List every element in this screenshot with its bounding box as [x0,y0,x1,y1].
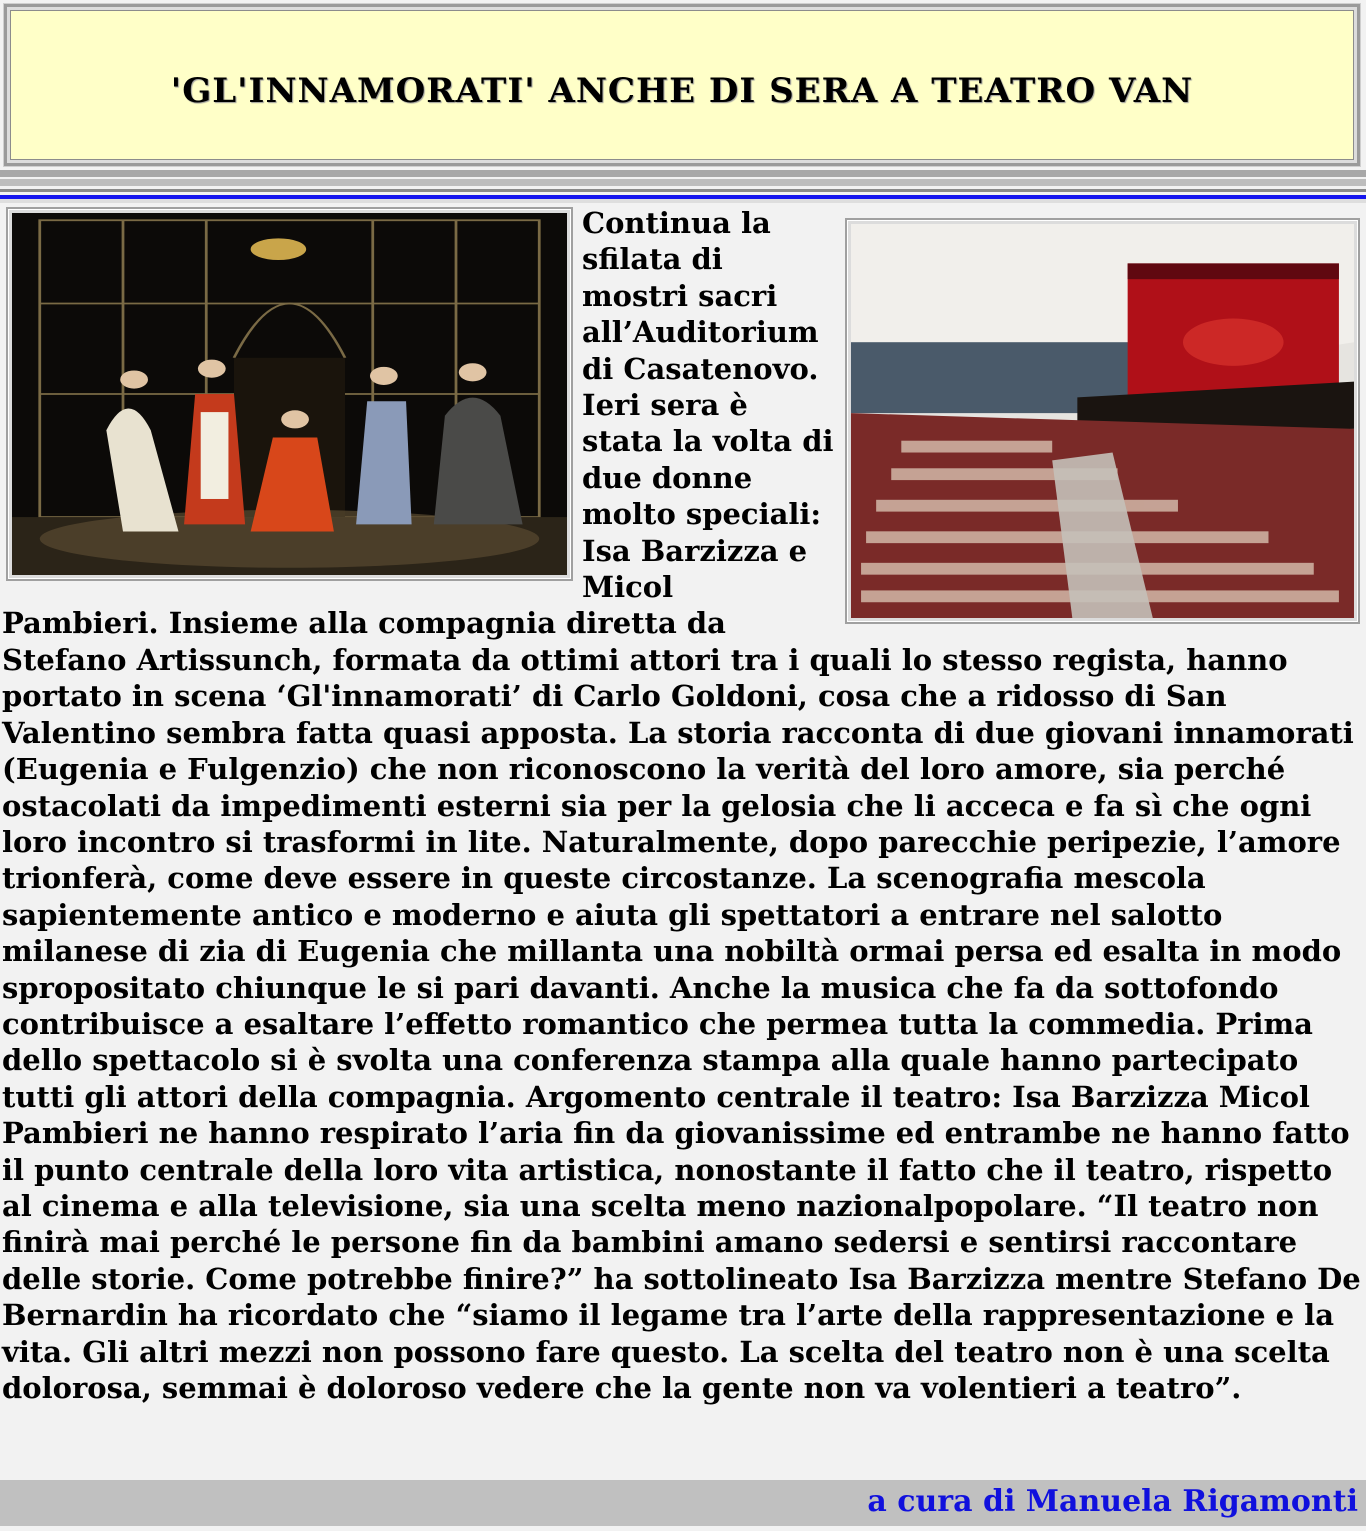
page-title: 'GL'INNAMORATI' ANCHE DI SERA A TEATRO VAN [170,71,1194,111]
divider [0,170,1366,177]
article [2,205,1364,1406]
byline-bar [0,1480,1366,1526]
auditorium-photo [845,218,1360,624]
divider [0,189,1366,192]
stage-photo [6,207,573,581]
byline: a cura di Manuela Rigamonti [867,1484,1358,1519]
divider [0,199,1366,203]
divider [0,179,1366,186]
auditorium-photo-image [851,224,1354,618]
title-box [4,4,1360,166]
article-text: Continua la sfilata di mostri sacri all’Auditorium di Casatenovo. Ieri sera è stata la volta di due donne molto speciali: Isa Barzizza e Micol Pambieri. Insieme alla compagnia diretta da Stefano Artissunch, formata da ottimi attori tra i quali lo stesso regista, hanno portato in scena ‘Gl'innamorati’ di Carlo Goldoni, cosa che a ridosso di San Valentino sembra fatta quasi apposta. La storia racconta di due giovani innamorati (Eugenia e Fulgenzio) che non riconoscono la verità del loro amore, sia perché ostacolati da impedimenti esterni sia per la gelosia che li acceca e fa sì che ogni loro incontro si trasformi in lite. Naturalmente, dopo parecchie peripezie, l’amore trionferà, come deve essere in queste circostanze. La scenografia mescola sapientemente antico e moderno e aiuta gli spettatori a entrare nel salotto milanese di zia di Eugenia che millanta una nobiltà ormai persa ed esalta in modo spropositato chiunque le si pari davanti. Anche la musica che fa da sottofondo contribuisce a esaltare l’effetto romantico che permea tutta la commedia. Prima dello spettacolo si è svolta una conferenza stampa alla quale hanno partecipato tutti gli attori della compagnia. Argomento centrale il teatro: Isa Barzizza Micol Pambieri ne hanno respirato l’aria fin da giovanissime ed entrambe ne hanno fatto il punto centrale della loro vita artistica, nonostante il fatto che il teatro, rispetto al cinema e alla televisione, sia una scelta meno nazionalpopolare. “Il teatro non finirà mai perché le persone fin da bambini amano sedersi e sentirsi raccontare delle storie. Come potrebbe finire?” ha sottolineato Isa Barzizza mentre Stefano De Bernardin ha ricordato che “siamo il legame tra l’arte della rappresentazione e la vita. Gli altri mezzi non possono fare questo. La scelta del teatro non è una scelta dolorosa, semmai è doloroso vedere che la gente non va volentieri a teatro”. [2,206,1361,1405]
stage-photo-image [12,213,567,575]
